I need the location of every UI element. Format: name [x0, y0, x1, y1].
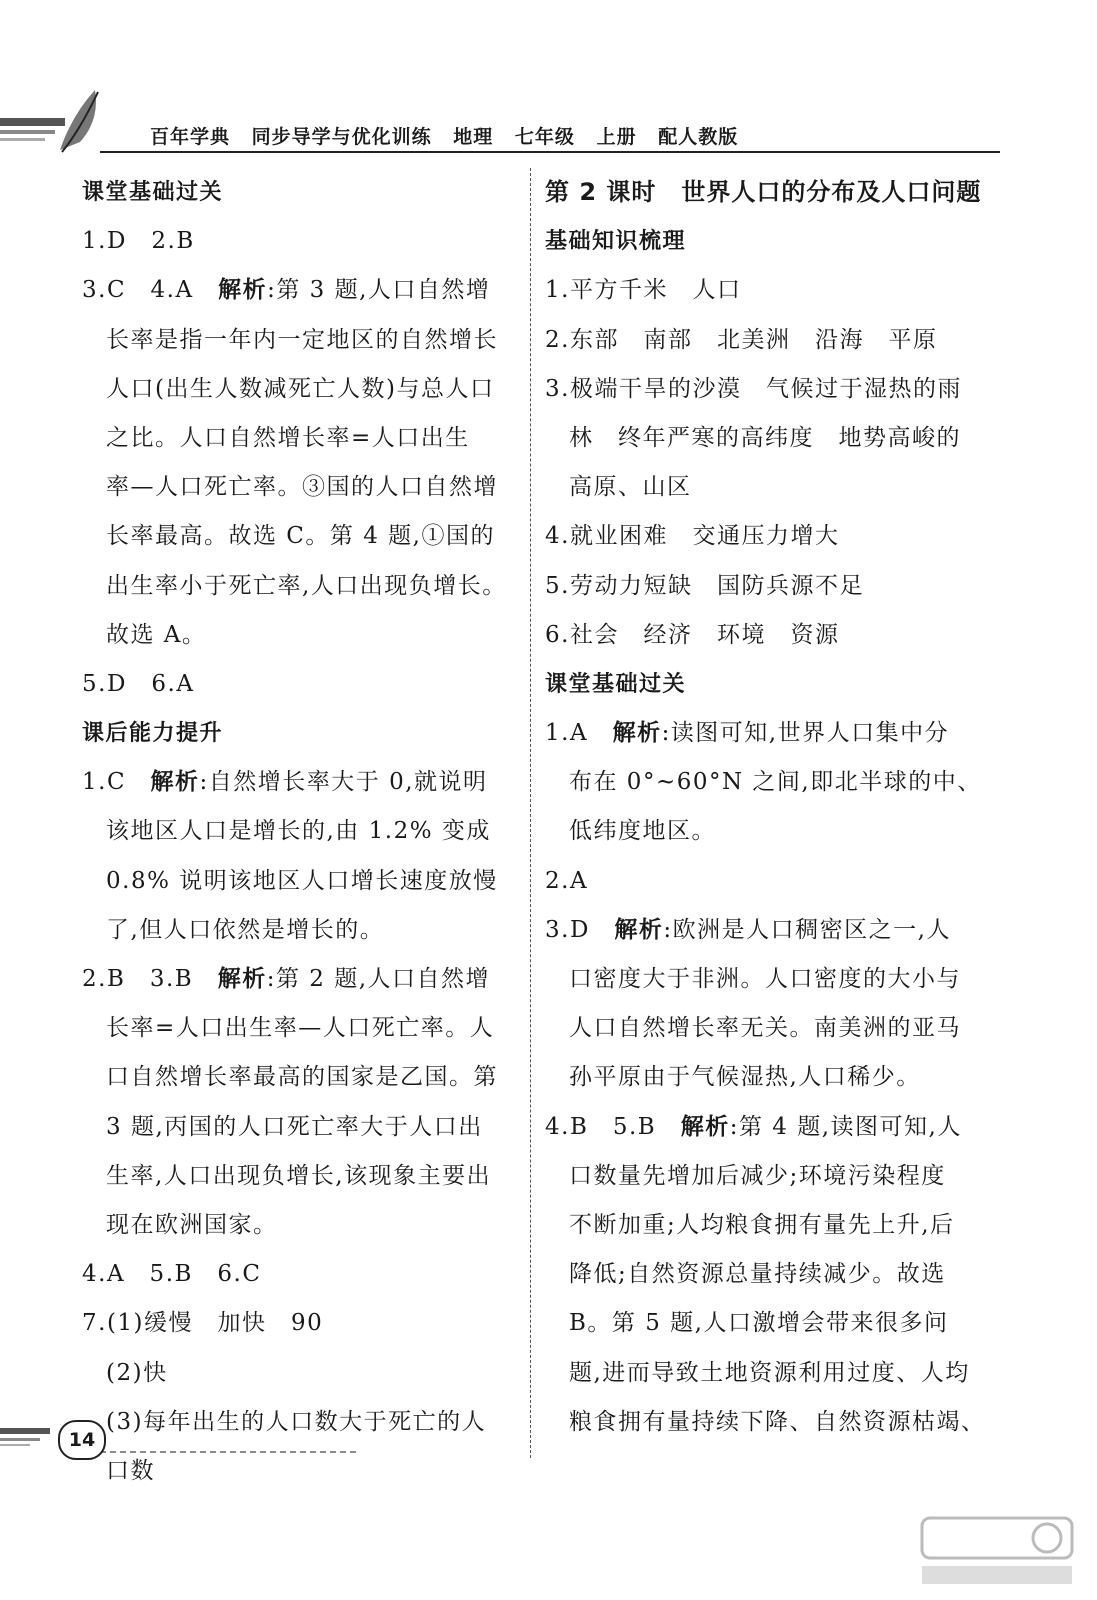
- analysis-label: 解析: [614, 916, 664, 943]
- answer-line: 2.B 3.B 解析:第 2 题,人口自然增: [82, 966, 491, 992]
- answer-line: 故选 A。: [106, 621, 207, 648]
- quill-icon: [60, 90, 96, 150]
- header-brand: 百年学典: [150, 126, 231, 148]
- answer-line: (2)快: [106, 1359, 168, 1386]
- page-number: 14: [58, 1420, 106, 1460]
- header-grade: 七年级: [514, 126, 575, 148]
- answer-line: (3)每年出生的人口数大于死亡的人: [106, 1408, 487, 1435]
- analysis-label: 解析: [218, 277, 268, 304]
- answer-line: 6.社会 经济 环境 资源: [545, 621, 840, 648]
- section-heading: 课后能力提升: [82, 721, 224, 747]
- answer-line: 不断加重;人均粮食拥有量先上升,后: [569, 1211, 955, 1238]
- answer-line: 7.(1)缓慢 加快 90: [82, 1310, 324, 1337]
- answer-line: 3 题,丙国的人口死亡率大于人口出: [106, 1113, 483, 1140]
- answer-line: 现在欧洲国家。: [106, 1211, 278, 1238]
- page-header: [150, 122, 752, 149]
- answer-line: 5.劳动力短缺 国防兵源不足: [545, 572, 864, 599]
- analysis-label: 解析: [150, 769, 200, 796]
- answer-line: 口密度大于非洲。人口密度的大小与: [569, 966, 961, 992]
- answer-line: 低纬度地区。: [569, 818, 716, 845]
- answer-line: 2.东部 南部 北美洲 沿海 平原: [545, 326, 938, 353]
- answer-line: 1.平方千米 人口: [545, 277, 742, 304]
- left-column: [82, 168, 527, 1496]
- header-volume: 上册: [596, 126, 637, 148]
- answer-line: 人口自然增长率无关。南美洲的亚马: [569, 1015, 961, 1042]
- answer-line: 高原、山区: [569, 474, 692, 501]
- section-heading: 课堂基础过关: [545, 671, 687, 697]
- answer-line: 长率最高。故选 C。第 4 题,①国的: [106, 523, 495, 550]
- answer-line: 长率=人口出生率—人口死亡率。人: [106, 1015, 495, 1042]
- answer-line: 人口(出生人数减死亡人数)与总人口: [106, 375, 495, 402]
- answer-line: B。第 5 题,人口激增会带来很多问: [569, 1310, 949, 1337]
- answer-line: 4.A 5.B 6.C: [82, 1261, 262, 1288]
- section-heading: 课堂基础过关: [82, 180, 224, 205]
- answer-line: 之比。人口自然增长率=人口出生: [106, 424, 470, 451]
- answer-line: 3.C 4.A 解析:第 3 题,人口自然增: [82, 277, 491, 304]
- analysis-label: 解析: [680, 1113, 730, 1140]
- answer-line: 1.D 2.B: [82, 228, 195, 255]
- answer-line: 该地区人口是增长的,由 1.2% 变成: [106, 818, 491, 845]
- header-series: 同步导学与优化训练: [251, 126, 432, 148]
- right-column: [545, 168, 1005, 1447]
- header-subject: 地理: [453, 126, 494, 148]
- answer-line: 5.D 6.A: [82, 670, 195, 697]
- answer-line: 2.A: [545, 867, 589, 894]
- header-edition: 配人教版: [658, 126, 739, 148]
- answer-line: 口自然增长率最高的国家是乙国。第: [106, 1064, 498, 1091]
- answer-line: 降低;自然资源总量持续减少。故选: [569, 1261, 946, 1288]
- answer-line: 粮食拥有量持续下降、自然资源枯竭、: [569, 1408, 986, 1435]
- answer-line: 3.极端干旱的沙漠 气候过于湿热的雨: [545, 375, 962, 402]
- answer-line: 生率,人口出现负增长,该现象主要出: [106, 1162, 492, 1189]
- answer-line: 1.A 解析:读图可知,世界人口集中分: [545, 720, 950, 747]
- section-heading: 基础知识梳理: [545, 229, 687, 255]
- answer-line: 口数量先增加后减少;环境污染程度: [569, 1162, 946, 1189]
- answer-line: 了,但人口依然是增长的。: [106, 916, 385, 943]
- answer-line: 口数: [106, 1457, 155, 1484]
- analysis-label: 解析: [612, 720, 662, 747]
- answer-line: 3.D 解析:欧洲是人口稠密区之一,人: [545, 916, 951, 943]
- lesson-title: 第 2 课时 世界人口的分布及人口问题: [545, 178, 982, 206]
- answer-line: 1.C 解析:自然增长率大于 0,就说明: [82, 769, 488, 796]
- answer-line: 出生率小于死亡率,人口出现负增长。: [106, 572, 507, 599]
- answer-line: 长率是指一年内一定地区的自然增长: [106, 326, 498, 353]
- answer-line: 林 终年严寒的高纬度 地势高峻的: [569, 424, 961, 451]
- analysis-label: 解析: [217, 966, 267, 992]
- answer-line: 布在 0°~60°N 之间,即北半球的中、: [569, 769, 982, 796]
- answer-line: 孙平原由于气候湿热,人口稀少。: [569, 1064, 921, 1091]
- column-divider: [530, 168, 531, 1458]
- answer-line: 4.B 5.B 解析:第 4 题,读图可知,人: [545, 1113, 962, 1140]
- answer-line: 率—人口死亡率。③国的人口自然增: [106, 474, 498, 501]
- answer-line: 题,进而导致土地资源利用过度、人均: [569, 1359, 970, 1386]
- watermark-logo: [917, 1510, 1077, 1590]
- answer-line: 4.就业困难 交通压力增大: [545, 523, 840, 550]
- answer-line: 0.8% 说明该地区人口增长速度放慢: [106, 867, 498, 894]
